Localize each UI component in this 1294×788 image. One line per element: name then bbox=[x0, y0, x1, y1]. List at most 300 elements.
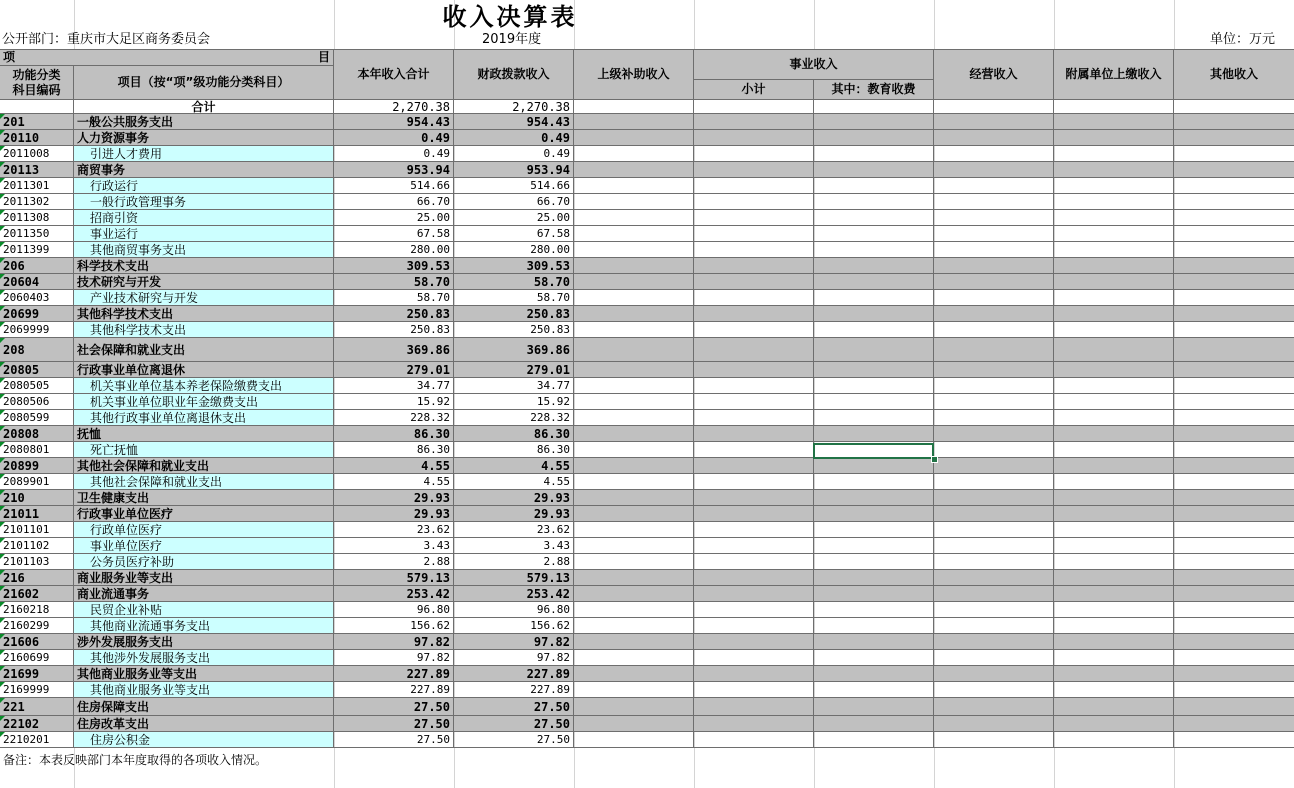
empty-cell[interactable] bbox=[694, 650, 814, 665]
empty-cell[interactable] bbox=[1174, 362, 1294, 377]
empty-cell[interactable] bbox=[694, 506, 814, 521]
row-name-cell[interactable]: 商业流通事务 bbox=[74, 586, 334, 601]
row-fiscal-cell[interactable]: 27.50 bbox=[454, 698, 574, 715]
empty-cell[interactable] bbox=[694, 394, 814, 409]
empty-cell[interactable] bbox=[814, 290, 934, 305]
row-name-cell[interactable]: 住房保障支出 bbox=[74, 698, 334, 715]
header-superior-income[interactable]: 上级补助收入 bbox=[574, 50, 694, 100]
row-total-cell[interactable]: 369.86 bbox=[334, 338, 454, 361]
empty-cell[interactable] bbox=[694, 362, 814, 377]
empty-cell[interactable] bbox=[574, 474, 694, 489]
row-code-cell[interactable]: 2101102 bbox=[0, 538, 74, 553]
empty-cell[interactable] bbox=[814, 570, 934, 585]
empty-cell[interactable] bbox=[934, 100, 1054, 113]
empty-cell[interactable] bbox=[574, 442, 694, 457]
row-fiscal-cell[interactable]: 579.13 bbox=[454, 570, 574, 585]
row-total-cell[interactable]: 23.62 bbox=[334, 522, 454, 537]
row-fiscal-cell[interactable]: 27.50 bbox=[454, 732, 574, 747]
empty-cell[interactable] bbox=[814, 554, 934, 569]
empty-cell[interactable] bbox=[574, 698, 694, 715]
row-name-cell[interactable]: 机关事业单位职业年金缴费支出 bbox=[74, 394, 334, 409]
empty-cell[interactable] bbox=[1054, 716, 1174, 731]
empty-cell[interactable] bbox=[814, 338, 934, 361]
empty-cell[interactable] bbox=[934, 378, 1054, 393]
empty-cell[interactable] bbox=[694, 634, 814, 649]
empty-cell[interactable] bbox=[574, 114, 694, 129]
empty-cell[interactable] bbox=[574, 522, 694, 537]
empty-cell[interactable] bbox=[1174, 100, 1294, 113]
empty-cell[interactable] bbox=[1174, 666, 1294, 681]
row-total-cell[interactable]: 97.82 bbox=[334, 634, 454, 649]
row-code-cell[interactable]: 21699 bbox=[0, 666, 74, 681]
row-fiscal-cell[interactable]: 96.80 bbox=[454, 602, 574, 617]
empty-cell[interactable] bbox=[694, 130, 814, 145]
empty-cell[interactable] bbox=[1054, 242, 1174, 257]
empty-cell[interactable] bbox=[574, 226, 694, 241]
empty-cell[interactable] bbox=[1174, 732, 1294, 747]
row-code-cell[interactable]: 21011 bbox=[0, 506, 74, 521]
empty-cell[interactable] bbox=[574, 146, 694, 161]
empty-cell[interactable] bbox=[694, 682, 814, 697]
header-fiscal-income[interactable]: 财政拨款收入 bbox=[454, 50, 574, 100]
row-name-cell[interactable]: 其他商业服务业等支出 bbox=[74, 666, 334, 681]
empty-cell[interactable] bbox=[934, 538, 1054, 553]
empty-cell[interactable] bbox=[934, 426, 1054, 441]
row-total-cell[interactable]: 309.53 bbox=[334, 258, 454, 273]
empty-cell[interactable] bbox=[574, 506, 694, 521]
empty-cell[interactable] bbox=[1054, 618, 1174, 633]
empty-cell[interactable] bbox=[694, 554, 814, 569]
empty-cell[interactable] bbox=[574, 394, 694, 409]
empty-cell[interactable] bbox=[1174, 522, 1294, 537]
row-code-cell[interactable]: 2089901 bbox=[0, 474, 74, 489]
row-name-cell[interactable]: 公务员医疗补助 bbox=[74, 554, 334, 569]
empty-cell[interactable] bbox=[574, 100, 694, 113]
empty-cell[interactable] bbox=[1174, 442, 1294, 457]
empty-cell[interactable] bbox=[1174, 698, 1294, 715]
empty-cell[interactable] bbox=[934, 274, 1054, 289]
empty-cell[interactable] bbox=[1174, 538, 1294, 553]
empty-cell[interactable] bbox=[1054, 666, 1174, 681]
empty-cell[interactable] bbox=[934, 442, 1054, 457]
row-fiscal-cell[interactable]: 34.77 bbox=[454, 378, 574, 393]
row-fiscal-cell[interactable]: 15.92 bbox=[454, 394, 574, 409]
header-item-name[interactable]: 项目（按“项”级功能分类科目） bbox=[74, 66, 334, 100]
row-total-cell[interactable]: 0.49 bbox=[334, 146, 454, 161]
empty-cell[interactable] bbox=[814, 634, 934, 649]
empty-cell[interactable] bbox=[1054, 522, 1174, 537]
row-total-cell[interactable]: 4.55 bbox=[334, 474, 454, 489]
row-fiscal-cell[interactable]: 954.43 bbox=[454, 114, 574, 129]
empty-cell[interactable] bbox=[574, 242, 694, 257]
row-fiscal-cell[interactable]: 29.93 bbox=[454, 490, 574, 505]
row-total-cell[interactable]: 0.49 bbox=[334, 130, 454, 145]
empty-cell[interactable] bbox=[814, 538, 934, 553]
row-name-cell[interactable]: 事业运行 bbox=[74, 226, 334, 241]
row-code-cell[interactable]: 2060403 bbox=[0, 290, 74, 305]
empty-cell[interactable] bbox=[574, 362, 694, 377]
empty-cell[interactable] bbox=[1174, 322, 1294, 337]
row-total-cell[interactable]: 514.66 bbox=[334, 178, 454, 193]
empty-cell[interactable] bbox=[1174, 130, 1294, 145]
empty-cell[interactable] bbox=[1054, 322, 1174, 337]
row-total-cell[interactable]: 96.80 bbox=[334, 602, 454, 617]
empty-cell[interactable] bbox=[934, 666, 1054, 681]
empty-cell[interactable] bbox=[574, 274, 694, 289]
empty-cell[interactable] bbox=[934, 226, 1054, 241]
row-name-cell[interactable]: 一般行政管理事务 bbox=[74, 194, 334, 209]
empty-cell[interactable] bbox=[1054, 442, 1174, 457]
row-fiscal-cell[interactable]: 253.42 bbox=[454, 586, 574, 601]
row-code-cell[interactable]: 2080599 bbox=[0, 410, 74, 425]
row-code-cell[interactable]: 20699 bbox=[0, 306, 74, 321]
empty-cell[interactable] bbox=[1174, 426, 1294, 441]
empty-cell[interactable] bbox=[1174, 338, 1294, 361]
empty-cell[interactable] bbox=[934, 682, 1054, 697]
empty-cell[interactable] bbox=[1054, 306, 1174, 321]
empty-cell[interactable] bbox=[1054, 274, 1174, 289]
empty-cell[interactable] bbox=[1174, 634, 1294, 649]
empty-cell[interactable] bbox=[1174, 210, 1294, 225]
row-total-cell[interactable]: 2.88 bbox=[334, 554, 454, 569]
row-code-cell[interactable]: 216 bbox=[0, 570, 74, 585]
row-code-cell[interactable]: 2101101 bbox=[0, 522, 74, 537]
row-fiscal-cell[interactable]: 4.55 bbox=[454, 474, 574, 489]
row-name-cell[interactable]: 其他商业流通事务支出 bbox=[74, 618, 334, 633]
row-name-cell[interactable]: 其他涉外发展服务支出 bbox=[74, 650, 334, 665]
row-fiscal-cell[interactable]: 97.82 bbox=[454, 634, 574, 649]
empty-cell[interactable] bbox=[574, 194, 694, 209]
row-total-cell[interactable]: 253.42 bbox=[334, 586, 454, 601]
row-code-cell[interactable]: 2011302 bbox=[0, 194, 74, 209]
empty-cell[interactable] bbox=[934, 290, 1054, 305]
empty-cell[interactable] bbox=[1054, 506, 1174, 521]
row-name-cell[interactable]: 其他科学技术支出 bbox=[74, 306, 334, 321]
empty-cell[interactable] bbox=[934, 306, 1054, 321]
row-fiscal-cell[interactable]: 227.89 bbox=[454, 666, 574, 681]
header-operating-income[interactable]: 经营收入 bbox=[934, 50, 1054, 100]
empty-cell[interactable] bbox=[1054, 378, 1174, 393]
row-code-cell[interactable]: 2210201 bbox=[0, 732, 74, 747]
empty-cell[interactable] bbox=[814, 732, 934, 747]
empty-cell[interactable] bbox=[814, 258, 934, 273]
empty-cell[interactable] bbox=[694, 458, 814, 473]
row-code-cell[interactable]: 2080801 bbox=[0, 442, 74, 457]
empty-cell[interactable] bbox=[574, 290, 694, 305]
row-code-cell[interactable]: 2011301 bbox=[0, 178, 74, 193]
empty-cell[interactable] bbox=[574, 130, 694, 145]
empty-cell[interactable] bbox=[1174, 490, 1294, 505]
row-name-cell[interactable]: 抚恤 bbox=[74, 426, 334, 441]
header-affiliated-income[interactable]: 附属单位上缴收入 bbox=[1054, 50, 1174, 100]
empty-cell[interactable] bbox=[1054, 732, 1174, 747]
empty-cell[interactable] bbox=[934, 570, 1054, 585]
empty-cell[interactable] bbox=[1174, 682, 1294, 697]
empty-cell[interactable] bbox=[574, 538, 694, 553]
row-fiscal-cell[interactable]: 86.30 bbox=[454, 442, 574, 457]
row-fiscal-cell[interactable]: 280.00 bbox=[454, 242, 574, 257]
empty-cell[interactable] bbox=[934, 242, 1054, 257]
row-name-cell[interactable]: 其他社会保障和就业支出 bbox=[74, 474, 334, 489]
row-name-cell[interactable]: 卫生健康支出 bbox=[74, 490, 334, 505]
row-fiscal-cell[interactable]: 66.70 bbox=[454, 194, 574, 209]
empty-cell[interactable] bbox=[1174, 306, 1294, 321]
empty-cell[interactable] bbox=[574, 716, 694, 731]
row-name-cell[interactable]: 技术研究与开发 bbox=[74, 274, 334, 289]
empty-cell[interactable] bbox=[694, 274, 814, 289]
empty-cell[interactable] bbox=[574, 554, 694, 569]
empty-cell[interactable] bbox=[1174, 506, 1294, 521]
empty-cell[interactable] bbox=[694, 290, 814, 305]
row-name-cell[interactable]: 涉外发展服务支出 bbox=[74, 634, 334, 649]
row-code-cell[interactable]: 2011399 bbox=[0, 242, 74, 257]
row-code-cell[interactable]: 2011350 bbox=[0, 226, 74, 241]
empty-cell[interactable] bbox=[694, 100, 814, 113]
empty-cell[interactable] bbox=[694, 538, 814, 553]
empty-cell[interactable] bbox=[574, 490, 694, 505]
empty-cell[interactable] bbox=[934, 458, 1054, 473]
empty-cell[interactable] bbox=[1054, 114, 1174, 129]
header-business-subtotal[interactable]: 小计 bbox=[694, 80, 814, 100]
empty-cell[interactable] bbox=[934, 554, 1054, 569]
row-code-cell[interactable]: 2011008 bbox=[0, 146, 74, 161]
row-code-cell[interactable]: 2101103 bbox=[0, 554, 74, 569]
empty-cell[interactable] bbox=[1054, 426, 1174, 441]
empty-cell[interactable] bbox=[1174, 716, 1294, 731]
empty-cell[interactable] bbox=[814, 602, 934, 617]
empty-cell[interactable] bbox=[1174, 602, 1294, 617]
empty-cell[interactable] bbox=[934, 650, 1054, 665]
empty-cell[interactable] bbox=[934, 474, 1054, 489]
empty-cell[interactable] bbox=[1054, 650, 1174, 665]
empty-cell[interactable] bbox=[1054, 130, 1174, 145]
empty-cell[interactable] bbox=[934, 114, 1054, 129]
empty-cell[interactable] bbox=[574, 378, 694, 393]
row-name-cell[interactable]: 住房公积金 bbox=[74, 732, 334, 747]
empty-cell[interactable] bbox=[814, 426, 934, 441]
row-total-cell[interactable]: 250.83 bbox=[334, 306, 454, 321]
total-code-cell[interactable] bbox=[0, 100, 74, 113]
row-fiscal-cell[interactable]: 514.66 bbox=[454, 178, 574, 193]
row-code-cell[interactable]: 20805 bbox=[0, 362, 74, 377]
empty-cell[interactable] bbox=[1054, 474, 1174, 489]
empty-cell[interactable] bbox=[934, 602, 1054, 617]
row-name-cell[interactable]: 商业服务业等支出 bbox=[74, 570, 334, 585]
empty-cell[interactable] bbox=[694, 586, 814, 601]
row-name-cell[interactable]: 其他商贸事务支出 bbox=[74, 242, 334, 257]
empty-cell[interactable] bbox=[1174, 554, 1294, 569]
row-code-cell[interactable]: 20604 bbox=[0, 274, 74, 289]
header-item-span[interactable] bbox=[0, 50, 334, 66]
empty-cell[interactable] bbox=[574, 682, 694, 697]
empty-cell[interactable] bbox=[1054, 458, 1174, 473]
row-total-cell[interactable]: 29.93 bbox=[334, 506, 454, 521]
empty-cell[interactable] bbox=[1174, 274, 1294, 289]
row-code-cell[interactable]: 208 bbox=[0, 338, 74, 361]
unit-label[interactable]: 单位：万元 bbox=[1210, 32, 1276, 47]
empty-cell[interactable] bbox=[814, 506, 934, 521]
row-fiscal-cell[interactable]: 953.94 bbox=[454, 162, 574, 177]
row-total-cell[interactable]: 27.50 bbox=[334, 698, 454, 715]
selected-cell-highlight[interactable] bbox=[813, 443, 934, 459]
empty-cell[interactable] bbox=[814, 698, 934, 715]
empty-cell[interactable] bbox=[694, 306, 814, 321]
empty-cell[interactable] bbox=[1174, 242, 1294, 257]
row-name-cell[interactable]: 人力资源事务 bbox=[74, 130, 334, 145]
fiscal-year-label[interactable]: 2019年度 bbox=[482, 32, 542, 47]
empty-cell[interactable] bbox=[814, 274, 934, 289]
empty-cell[interactable] bbox=[1174, 290, 1294, 305]
row-total-cell[interactable]: 25.00 bbox=[334, 210, 454, 225]
row-name-cell[interactable]: 引进人才费用 bbox=[74, 146, 334, 161]
empty-cell[interactable] bbox=[574, 570, 694, 585]
header-education-fee[interactable]: 其中：教育收费 bbox=[814, 80, 934, 100]
empty-cell[interactable] bbox=[934, 146, 1054, 161]
empty-cell[interactable] bbox=[814, 716, 934, 731]
empty-cell[interactable] bbox=[1174, 410, 1294, 425]
empty-cell[interactable] bbox=[934, 716, 1054, 731]
row-code-cell[interactable]: 2080506 bbox=[0, 394, 74, 409]
row-name-cell[interactable]: 事业单位医疗 bbox=[74, 538, 334, 553]
empty-cell[interactable] bbox=[934, 130, 1054, 145]
empty-cell[interactable] bbox=[574, 458, 694, 473]
empty-cell[interactable] bbox=[1054, 394, 1174, 409]
row-code-cell[interactable]: 20110 bbox=[0, 130, 74, 145]
empty-cell[interactable] bbox=[814, 490, 934, 505]
empty-cell[interactable] bbox=[1174, 226, 1294, 241]
empty-cell[interactable] bbox=[1054, 602, 1174, 617]
empty-cell[interactable] bbox=[1174, 458, 1294, 473]
row-code-cell[interactable]: 2011308 bbox=[0, 210, 74, 225]
empty-cell[interactable] bbox=[574, 338, 694, 361]
empty-cell[interactable] bbox=[934, 194, 1054, 209]
empty-cell[interactable] bbox=[694, 146, 814, 161]
row-fiscal-cell[interactable]: 250.83 bbox=[454, 306, 574, 321]
empty-cell[interactable] bbox=[934, 362, 1054, 377]
row-total-cell[interactable]: 58.70 bbox=[334, 290, 454, 305]
row-fiscal-cell[interactable]: 27.50 bbox=[454, 716, 574, 731]
row-code-cell[interactable]: 20113 bbox=[0, 162, 74, 177]
empty-cell[interactable] bbox=[1054, 490, 1174, 505]
empty-cell[interactable] bbox=[934, 258, 1054, 273]
row-code-cell[interactable]: 2160299 bbox=[0, 618, 74, 633]
empty-cell[interactable] bbox=[814, 474, 934, 489]
empty-cell[interactable] bbox=[814, 242, 934, 257]
row-fiscal-cell[interactable]: 2.88 bbox=[454, 554, 574, 569]
empty-cell[interactable] bbox=[814, 226, 934, 241]
row-total-cell[interactable]: 579.13 bbox=[334, 570, 454, 585]
empty-cell[interactable] bbox=[1174, 194, 1294, 209]
empty-cell[interactable] bbox=[574, 322, 694, 337]
empty-cell[interactable] bbox=[1054, 634, 1174, 649]
row-fiscal-cell[interactable]: 29.93 bbox=[454, 506, 574, 521]
empty-cell[interactable] bbox=[1054, 210, 1174, 225]
row-total-cell[interactable]: 27.50 bbox=[334, 716, 454, 731]
row-code-cell[interactable]: 2160699 bbox=[0, 650, 74, 665]
empty-cell[interactable] bbox=[1054, 698, 1174, 715]
empty-cell[interactable] bbox=[694, 522, 814, 537]
empty-cell[interactable] bbox=[574, 306, 694, 321]
empty-cell[interactable] bbox=[694, 338, 814, 361]
row-total-cell[interactable]: 954.43 bbox=[334, 114, 454, 129]
row-name-cell[interactable]: 其他商业服务业等支出 bbox=[74, 682, 334, 697]
empty-cell[interactable] bbox=[574, 618, 694, 633]
empty-cell[interactable] bbox=[1054, 226, 1174, 241]
row-fiscal-cell[interactable]: 227.89 bbox=[454, 682, 574, 697]
row-total-cell[interactable]: 29.93 bbox=[334, 490, 454, 505]
row-code-cell[interactable]: 221 bbox=[0, 698, 74, 715]
row-fiscal-cell[interactable]: 25.00 bbox=[454, 210, 574, 225]
row-total-cell[interactable]: 280.00 bbox=[334, 242, 454, 257]
row-total-cell[interactable]: 58.70 bbox=[334, 274, 454, 289]
empty-cell[interactable] bbox=[694, 602, 814, 617]
empty-cell[interactable] bbox=[1054, 338, 1174, 361]
empty-cell[interactable] bbox=[814, 162, 934, 177]
row-code-cell[interactable]: 21606 bbox=[0, 634, 74, 649]
empty-cell[interactable] bbox=[574, 410, 694, 425]
empty-cell[interactable] bbox=[694, 716, 814, 731]
empty-cell[interactable] bbox=[1054, 290, 1174, 305]
row-total-cell[interactable]: 228.32 bbox=[334, 410, 454, 425]
empty-cell[interactable] bbox=[694, 474, 814, 489]
empty-cell[interactable] bbox=[694, 194, 814, 209]
empty-cell[interactable] bbox=[574, 602, 694, 617]
row-fiscal-cell[interactable]: 0.49 bbox=[454, 130, 574, 145]
row-total-cell[interactable]: 4.55 bbox=[334, 458, 454, 473]
row-fiscal-cell[interactable]: 67.58 bbox=[454, 226, 574, 241]
empty-cell[interactable] bbox=[574, 210, 694, 225]
empty-cell[interactable] bbox=[934, 162, 1054, 177]
empty-cell[interactable] bbox=[694, 114, 814, 129]
row-total-cell[interactable]: 66.70 bbox=[334, 194, 454, 209]
row-fiscal-cell[interactable]: 156.62 bbox=[454, 618, 574, 633]
row-name-cell[interactable]: 行政单位医疗 bbox=[74, 522, 334, 537]
row-code-cell[interactable]: 201 bbox=[0, 114, 74, 129]
empty-cell[interactable] bbox=[934, 338, 1054, 361]
empty-cell[interactable] bbox=[694, 490, 814, 505]
empty-cell[interactable] bbox=[1174, 474, 1294, 489]
row-fiscal-cell[interactable]: 309.53 bbox=[454, 258, 574, 273]
empty-cell[interactable] bbox=[814, 410, 934, 425]
row-name-cell[interactable]: 机关事业单位基本养老保险缴费支出 bbox=[74, 378, 334, 393]
row-name-cell[interactable]: 其他社会保障和就业支出 bbox=[74, 458, 334, 473]
empty-cell[interactable] bbox=[934, 394, 1054, 409]
empty-cell[interactable] bbox=[1174, 178, 1294, 193]
empty-cell[interactable] bbox=[1054, 538, 1174, 553]
row-name-cell[interactable]: 死亡抚恤 bbox=[74, 442, 334, 457]
empty-cell[interactable] bbox=[934, 522, 1054, 537]
empty-cell[interactable] bbox=[1174, 378, 1294, 393]
empty-cell[interactable] bbox=[934, 490, 1054, 505]
footnote[interactable]: 备注：本表反映部门本年度取得的各项收入情况。 bbox=[3, 753, 268, 767]
empty-cell[interactable] bbox=[574, 162, 694, 177]
row-name-cell[interactable]: 行政事业单位离退休 bbox=[74, 362, 334, 377]
empty-cell[interactable] bbox=[934, 178, 1054, 193]
row-fiscal-cell[interactable]: 58.70 bbox=[454, 290, 574, 305]
empty-cell[interactable] bbox=[814, 650, 934, 665]
fill-handle[interactable] bbox=[931, 456, 938, 463]
row-total-cell[interactable]: 27.50 bbox=[334, 732, 454, 747]
empty-cell[interactable] bbox=[814, 458, 934, 473]
empty-cell[interactable] bbox=[694, 666, 814, 681]
total-income-cell[interactable]: 2,270.38 bbox=[334, 100, 454, 113]
row-total-cell[interactable]: 156.62 bbox=[334, 618, 454, 633]
empty-cell[interactable] bbox=[694, 410, 814, 425]
total-label[interactable]: 合计 bbox=[74, 100, 334, 113]
row-name-cell[interactable]: 行政运行 bbox=[74, 178, 334, 193]
row-fiscal-cell[interactable]: 228.32 bbox=[454, 410, 574, 425]
row-name-cell[interactable]: 其他行政事业单位离退休支出 bbox=[74, 410, 334, 425]
